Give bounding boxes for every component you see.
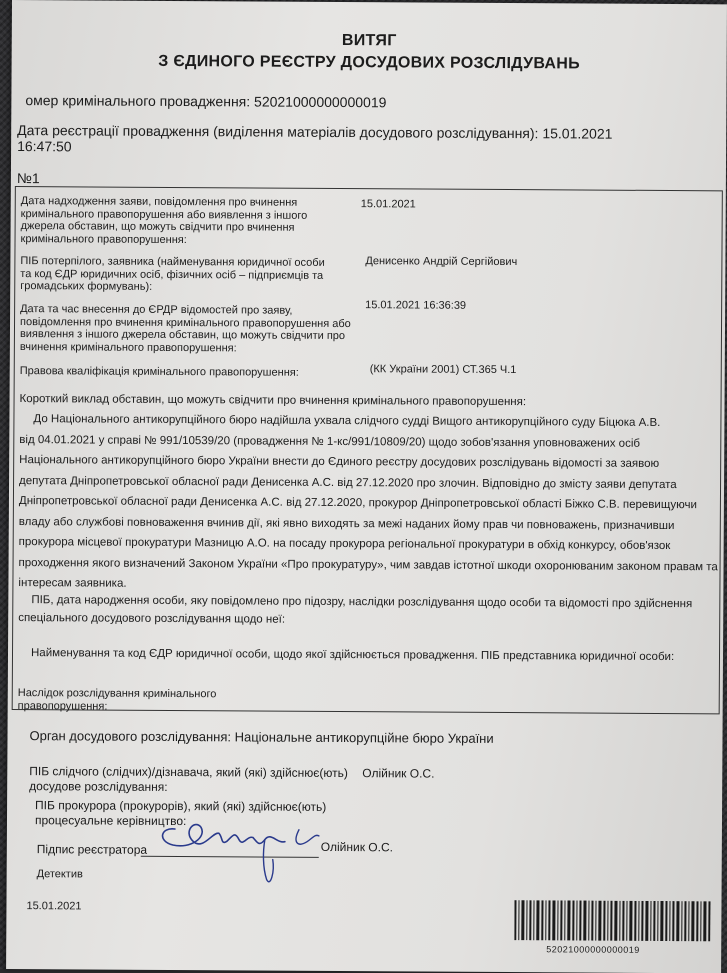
handwritten-signature: [146, 801, 327, 902]
qualification-value: (КК України 2001) СТ.365 Ч.1: [369, 363, 517, 377]
case-number: омер кримінального провадження: 52021000000000019: [25, 92, 387, 111]
applicant-value: Денисенко Андрій Сергійович: [365, 255, 518, 269]
prosecutor-label: ПІБ прокурора (прокурорів), який (які) здійснює(ють) процесуальне керівництво:: [34, 798, 327, 829]
department: Детектив: [36, 868, 83, 881]
investigator-label: ПІБ слідчого (слідчих)/дізнавача, який (які) здійснює(ють) досудове розслідування:: [29, 764, 348, 794]
qualification-label: Правова кваліфікація кримінального правопорушення:: [19, 365, 299, 379]
entry-number: №1: [16, 170, 40, 187]
applicant-label: ПІБ потерпілого, заявника (найменування юридичної особи та код ЄДР юридичних осіб, фізичних осіб – підприємців та громадських формувань):: [20, 255, 325, 293]
registration-date: Дата реєстрації провадження (виділення матеріалів досудового розслідування): 15.01.2021: [17, 122, 613, 142]
barcode-number: 52021000000000019: [546, 944, 640, 955]
registrar-label: Підпис реєстратора: [36, 842, 148, 857]
legal-entity-label: Найменування та код ЄДР юридичної особи, щодо якої здійснюється провадження. ПІБ представника юридичної особи:: [30, 647, 675, 664]
result-label: Наслідок розслідування кримінального правопорушення:: [17, 687, 217, 713]
registration-time: 16:47:50: [17, 138, 72, 155]
document-page: [6, 0, 727, 973]
document-subtitle: З ЄДИНОГО РЕЄСТРУ ДОСУДОВИХ РОЗСЛІДУВАНЬ: [158, 52, 580, 73]
entered-date-label: Дата та час внесення до ЄРДР відомостей про заяву, повідомлення про вчинення кримінального правопорушення або виявлення з іншого джерела обставин, що можуть свідчити про вчинення кримінального правопорушення:: [19, 303, 351, 354]
entered-date-value: 15.01.2021 16:36:39: [365, 299, 467, 312]
received-date-value: 15.01.2021: [360, 198, 416, 211]
document-date: 15.01.2021: [26, 900, 82, 913]
summary-label: Короткий виклад обставин, що можуть свідчити про вчинення кримінального правопорушення:: [19, 393, 527, 409]
investigator-value: Олійник О.С.: [362, 766, 435, 781]
summary-text: До Національного антикорупційного бюро надійшла ухвала слідчого судді Вищого антикорупційного суду Біцюка А.В. від 04.01.2021 у справі № 991/10539/20 (провадження № 1-кс/991/10809/20) щодо зобов'язання уповноважених осіб Національного антикорупційного бюро України внести до Єдиного реєстру досудових розслідувань відомості за заявою депутата Дніпропетровської обласної ради Денисенка А.С. від 27.12.2020 про злочин. Відповідно до змісту заяви депутата Дніпропетровської обласної ради Денисенка А.С. від 27.12.2020, прокурор Дніпропетровської області Біжко С.В. перевищуючи владу або службові повноваження вчинив дії, які явно виходять за межі наданих йому прав чи повноважень, призначивши прокурора місцевої прокуратури Мазницю А.О. на посаду прокурора регіональної прокуратури в обхід конкурсу, обов'язок проходження якого визначений Законом України «Про прокуратуру», чим завдав істотної шкоди охоронюваним законом правам та інтересам заявника.: [18, 413, 718, 590]
barcode: [514, 900, 710, 949]
received-date-label: Дата надходження заяви, повідомлення про вчинення кримінального правопорушення або виявлення з іншого джерела обставин, що можуть свідчити про вчинення кримінального правопорушення:: [20, 195, 308, 246]
record-box: [12, 186, 723, 714]
registrar-value: Олійник О.С.: [320, 839, 394, 855]
suspect-label: ПІБ, дата народження особи, яку повідомлено про підозру, наслідки розслідування щодо особи та відомості про здійснення спеціального досудового розслідування щодо неї:: [18, 594, 693, 626]
investigation-body: Орган досудового розслідування: Національне антикорупційне бюро України: [29, 728, 494, 746]
document-title: ВИТЯГ: [341, 32, 397, 50]
